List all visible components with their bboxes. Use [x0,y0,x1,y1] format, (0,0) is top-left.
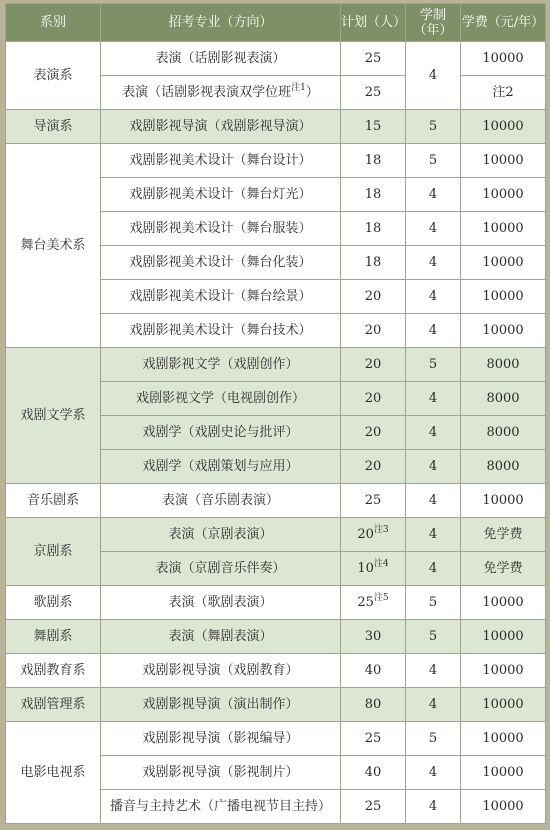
years-cell: 4 [406,246,461,280]
plan-cell [341,756,406,790]
major-cell [101,178,341,212]
major-cell [101,450,341,484]
major-cell [101,280,341,314]
years-cell: 4 [406,552,461,586]
plan-value: 20 [357,527,374,542]
major-cell [101,42,341,76]
plan-cell [341,654,406,688]
plan-cell [341,416,406,450]
major-text: 表演（京剧表演） [168,527,273,542]
table-row [6,348,546,382]
major-text: 表演（舞剧表演） [168,629,273,644]
major-cell [101,382,341,416]
major-cell [101,552,341,586]
years-cell: 4 [406,756,461,790]
plan-value: 25 [364,799,382,814]
dept-cell: 舞剧系 [6,620,101,654]
fee-cell [461,280,546,314]
major-text: 戏剧影视美术设计（舞台技术） [129,323,312,338]
plan-cell [341,586,406,620]
years-cell: 4 [406,382,461,416]
plan-value: 20 [364,289,382,304]
fee-value: 10000 [482,51,524,66]
major-text: 戏剧影视美术设计（舞台设计） [129,153,312,168]
fee-cell [461,144,546,178]
major-cell [101,756,341,790]
table-row [6,620,546,654]
fee-note: 注2 [492,85,514,100]
fee-cell [461,722,546,756]
major-cell [101,76,341,110]
fee-value: 免学费 [483,561,523,576]
plan-cell [341,178,406,212]
major-text: 戏剧影视美术设计（舞台灯光） [129,187,312,202]
fee-value: 8000 [486,425,520,440]
header-major: 招考专业（方向） [101,4,341,42]
major-text: 戏剧学（戏剧策划与应用） [142,459,299,474]
fee-cell [461,518,546,552]
plan-value: 25 [364,493,382,508]
years-cell: 4 [406,518,461,552]
plan-value: 25 [364,85,382,100]
fee-value: 免学费 [483,527,523,542]
fee-cell [461,790,546,824]
table-row [6,586,546,620]
major-cell [101,314,341,348]
fee-value: 10000 [482,289,524,304]
header-dept: 系别 [6,4,101,42]
major-cell [101,246,341,280]
years-cell: 4 [406,484,461,518]
plan-cell [341,246,406,280]
major-text: 戏剧影视导演（戏剧教育） [142,663,299,678]
admissions-table [5,3,546,824]
major-text: 戏剧学（戏剧史论与批评） [142,425,299,440]
dept-cell: 电影电视系 [6,722,101,824]
fee-value: 10000 [482,153,524,168]
plan-value: 18 [364,255,382,270]
years-cell: 4 [406,654,461,688]
fee-cell [461,382,546,416]
major-cell [101,416,341,450]
plan-value: 18 [364,153,382,168]
fee-value: 10000 [482,765,524,780]
header-years: 学制（年） [406,4,461,42]
footnote-mark: 注3 [373,525,389,535]
fee-cell [461,484,546,518]
plan-value: 20 [364,459,382,474]
table-row [6,654,546,688]
years-cell: 5 [406,348,461,382]
years-cell: 5 [406,620,461,654]
fee-value: 10000 [482,187,524,202]
fee-cell [461,552,546,586]
major-text: 表演（话剧影视表演双学位班 [122,85,292,100]
plan-cell [341,722,406,756]
fee-value: 10000 [482,119,524,134]
plan-cell [341,280,406,314]
plan-cell [341,212,406,246]
plan-cell [341,518,406,552]
fee-value: 10000 [482,629,524,644]
dept-cell: 戏剧文学系 [6,348,101,484]
plan-value: 15 [364,119,382,134]
dept-cell: 戏剧管理系 [6,688,101,722]
major-text: 戏剧影视美术设计（舞台化装） [129,255,312,270]
plan-value: 30 [364,629,382,644]
major-cell [101,688,341,722]
major-text: 表演（话剧影视表演） [155,51,286,66]
plan-value: 18 [364,221,382,236]
table-row [6,110,546,144]
fee-cell [461,416,546,450]
major-cell [101,586,341,620]
plan-value: 25 [364,731,382,746]
years-cell: 5 [406,110,461,144]
major-cell [101,518,341,552]
plan-cell [341,110,406,144]
fee-cell [461,314,546,348]
plan-cell [341,688,406,722]
years-cell: 4 [406,790,461,824]
fee-cell [461,42,546,76]
fee-value: 10000 [482,221,524,236]
years-cell: 5 [406,722,461,756]
table-row [6,484,546,518]
header-fee: 学费（元/年） [461,4,546,42]
major-text: 戏剧影视导演（影视制片） [142,765,299,780]
plan-value: 10 [357,561,374,576]
years-cell: 4 [406,212,461,246]
fee-cell [461,586,546,620]
footnote-mark: 注4 [373,559,389,569]
plan-value: 25 [364,51,382,66]
plan-cell [341,484,406,518]
fee-cell [461,756,546,790]
plan-cell [341,620,406,654]
plan-value: 40 [364,663,382,678]
plan-cell [341,790,406,824]
years-cell: 4 [406,42,461,110]
table-row [6,518,546,552]
major-cell [101,212,341,246]
fee-value: 10000 [482,595,524,610]
major-text: 播音与主持艺术（广播电视节目主持） [109,799,331,814]
years-cell: 5 [406,586,461,620]
table-row [6,688,546,722]
table-row [6,42,546,76]
dept-cell: 舞台美术系 [6,144,101,348]
fee-value: 10000 [482,493,524,508]
table-row [6,144,546,178]
plan-cell [341,450,406,484]
fee-value: 10000 [482,323,524,338]
plan-value: 20 [364,425,382,440]
dept-cell: 表演系 [6,42,101,110]
plan-value: 20 [364,391,382,406]
dept-cell: 京剧系 [6,518,101,586]
plan-cell [341,348,406,382]
plan-cell [341,382,406,416]
major-text: 表演（音乐剧表演） [161,493,279,508]
major-cell [101,348,341,382]
dept-cell: 音乐剧系 [6,484,101,518]
footnote-mark: 注1 [291,83,306,93]
years-cell: 4 [406,178,461,212]
years-cell: 4 [406,416,461,450]
plan-value: 18 [364,187,382,202]
years-cell: 5 [406,144,461,178]
major-text: 戏剧影视导演（戏剧影视导演） [129,119,312,134]
dept-cell: 导演系 [6,110,101,144]
footnote-mark: 注5 [373,593,389,603]
plan-cell [341,76,406,110]
plan-cell [341,144,406,178]
dept-cell: 戏剧教育系 [6,654,101,688]
major-text: 戏剧影视美术设计（舞台绘景） [129,289,312,304]
admissions-table-wrapper [5,3,545,824]
fee-value: 10000 [482,255,524,270]
fee-value: 10000 [482,799,524,814]
fee-cell [461,654,546,688]
years-cell: 4 [406,450,461,484]
major-text: 戏剧影视导演（演出制作） [142,697,299,712]
fee-cell [461,348,546,382]
fee-value: 8000 [486,459,520,474]
major-text: 戏剧影视美术设计（舞台服装） [129,221,312,236]
major-cell [101,722,341,756]
plan-cell [341,314,406,348]
major-tail: ） [305,85,319,100]
fee-value: 8000 [486,391,520,406]
major-cell [101,620,341,654]
header-row [6,4,546,42]
fee-cell [461,620,546,654]
major-text: 戏剧影视导演（影视编导） [142,731,299,746]
fee-cell [461,110,546,144]
major-text: 戏剧影视文学（电视剧创作） [135,391,305,406]
plan-cell [341,552,406,586]
fee-cell [461,688,546,722]
fee-cell [461,450,546,484]
fee-value: 10000 [482,697,524,712]
fee-cell [461,246,546,280]
major-cell [101,654,341,688]
fee-value: 10000 [482,731,524,746]
major-cell [101,484,341,518]
major-cell [101,110,341,144]
plan-value: 80 [364,697,382,712]
plan-cell [341,42,406,76]
major-text: 戏剧影视文学（戏剧创作） [142,357,299,372]
plan-value: 20 [364,323,382,338]
plan-value: 20 [364,357,382,372]
table-body [6,42,546,824]
fee-value: 8000 [486,357,520,372]
header-plan: 计划（人） [341,4,406,42]
dept-cell: 歌剧系 [6,586,101,620]
years-cell: 4 [406,280,461,314]
fee-cell [461,178,546,212]
years-cell: 4 [406,314,461,348]
major-cell [101,144,341,178]
fee-cell [461,212,546,246]
fee-value: 10000 [482,663,524,678]
plan-value: 25 [357,595,374,610]
table-row [6,722,546,756]
major-cell [101,790,341,824]
major-text: 表演（京剧音乐伴奏） [155,561,286,576]
major-text: 表演（歌剧表演） [168,595,273,610]
years-cell: 4 [406,688,461,722]
fee-cell [461,76,546,110]
plan-value: 40 [364,765,382,780]
